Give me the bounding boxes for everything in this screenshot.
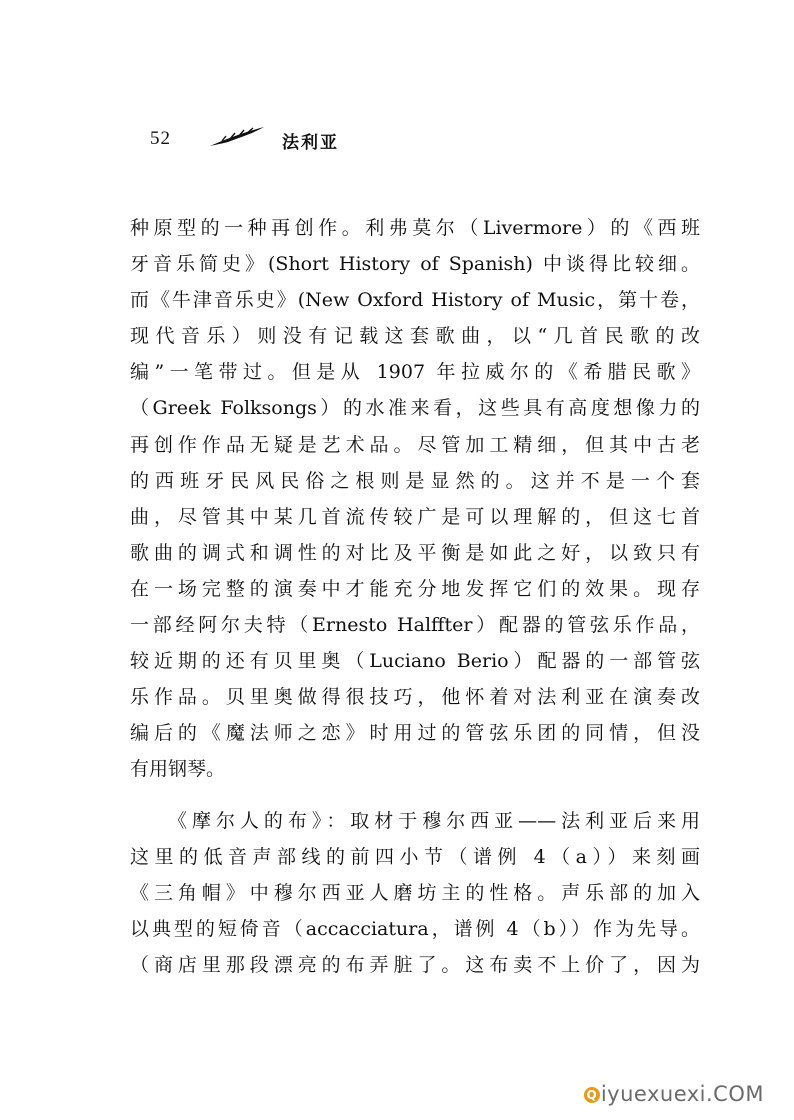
quill-icon	[208, 126, 266, 152]
running-title: 法利亚	[282, 133, 339, 153]
text-line: 歌曲的调式和调性的对比及平衡是如此之好，以致只有	[130, 541, 700, 564]
body-text	[130, 210, 700, 983]
text-line: 《三角帽》中穆尔西亚人磨坊主的性格。声乐部的加入	[130, 881, 700, 904]
text-line: 再创作作品无疑是艺术品。尽管加工精细，但其中古老	[130, 433, 700, 456]
paragraph-2	[130, 803, 700, 983]
text-line: 而《牛津音乐史》(New Oxford History of Music，第十卷，	[130, 289, 700, 312]
text-line: 牙音乐简史》(Short History of Spanish) 中谈得比较细。	[130, 253, 700, 276]
paragraph-1	[130, 210, 700, 788]
text-line: 编后的《魔法师之恋》时用过的管弦乐团的同情，但没	[130, 722, 700, 745]
text-line: 以典型的短倚音（accacciatura，谱例 4（b））作为先导。	[130, 917, 700, 940]
text-line: 种原型的一种再创作。利弗莫尔（Livermore）的《西班	[130, 217, 700, 239]
text-line: 有用钢琴。	[130, 758, 226, 781]
text-line: 乐作品。贝里奥做得很技巧，他怀着对法利亚在演奏改	[130, 686, 700, 709]
text-line: （商店里那段漂亮的布弄脏了。这布卖不上价了，因为	[130, 953, 700, 976]
text-line: 《摩尔人的布》：取材于穆尔西亚——法利亚后来用	[168, 809, 700, 832]
text-line: 现代音乐）则没有记载这套歌曲，以“几首民歌的改	[130, 325, 700, 348]
watermark-logo-icon: Q	[584, 1087, 600, 1103]
text-line: 较近期的还有贝里奥（Luciano Berio）配器的一部管弦	[130, 650, 700, 673]
site-watermark	[584, 1082, 764, 1106]
text-line: 这里的低音声部线的前四小节（谱例 4（a））来刻画	[130, 845, 700, 868]
text-line: 曲，尽管其中某几首流传较广是可以理解的，但这七首	[130, 505, 700, 528]
text-line: 一部经阿尔夫特（Ernesto Halffter）配器的管弦乐作品，	[130, 614, 700, 637]
text-line: 编”一笔带过。但是从 1907 年拉威尔的《希腊民歌》	[130, 361, 700, 384]
text-line: 在一场完整的演奏中才能充分地发挥它们的效果。现存	[130, 577, 700, 600]
page-number: 52	[150, 128, 171, 149]
watermark-text: iyuexuexi.COM	[600, 1082, 764, 1106]
text-line: 的西班牙民风民俗之根则是显然的。这并不是一个套	[130, 469, 700, 492]
text-line: （Greek Folksongs）的水准来看，这些具有高度想像力的	[130, 397, 700, 420]
